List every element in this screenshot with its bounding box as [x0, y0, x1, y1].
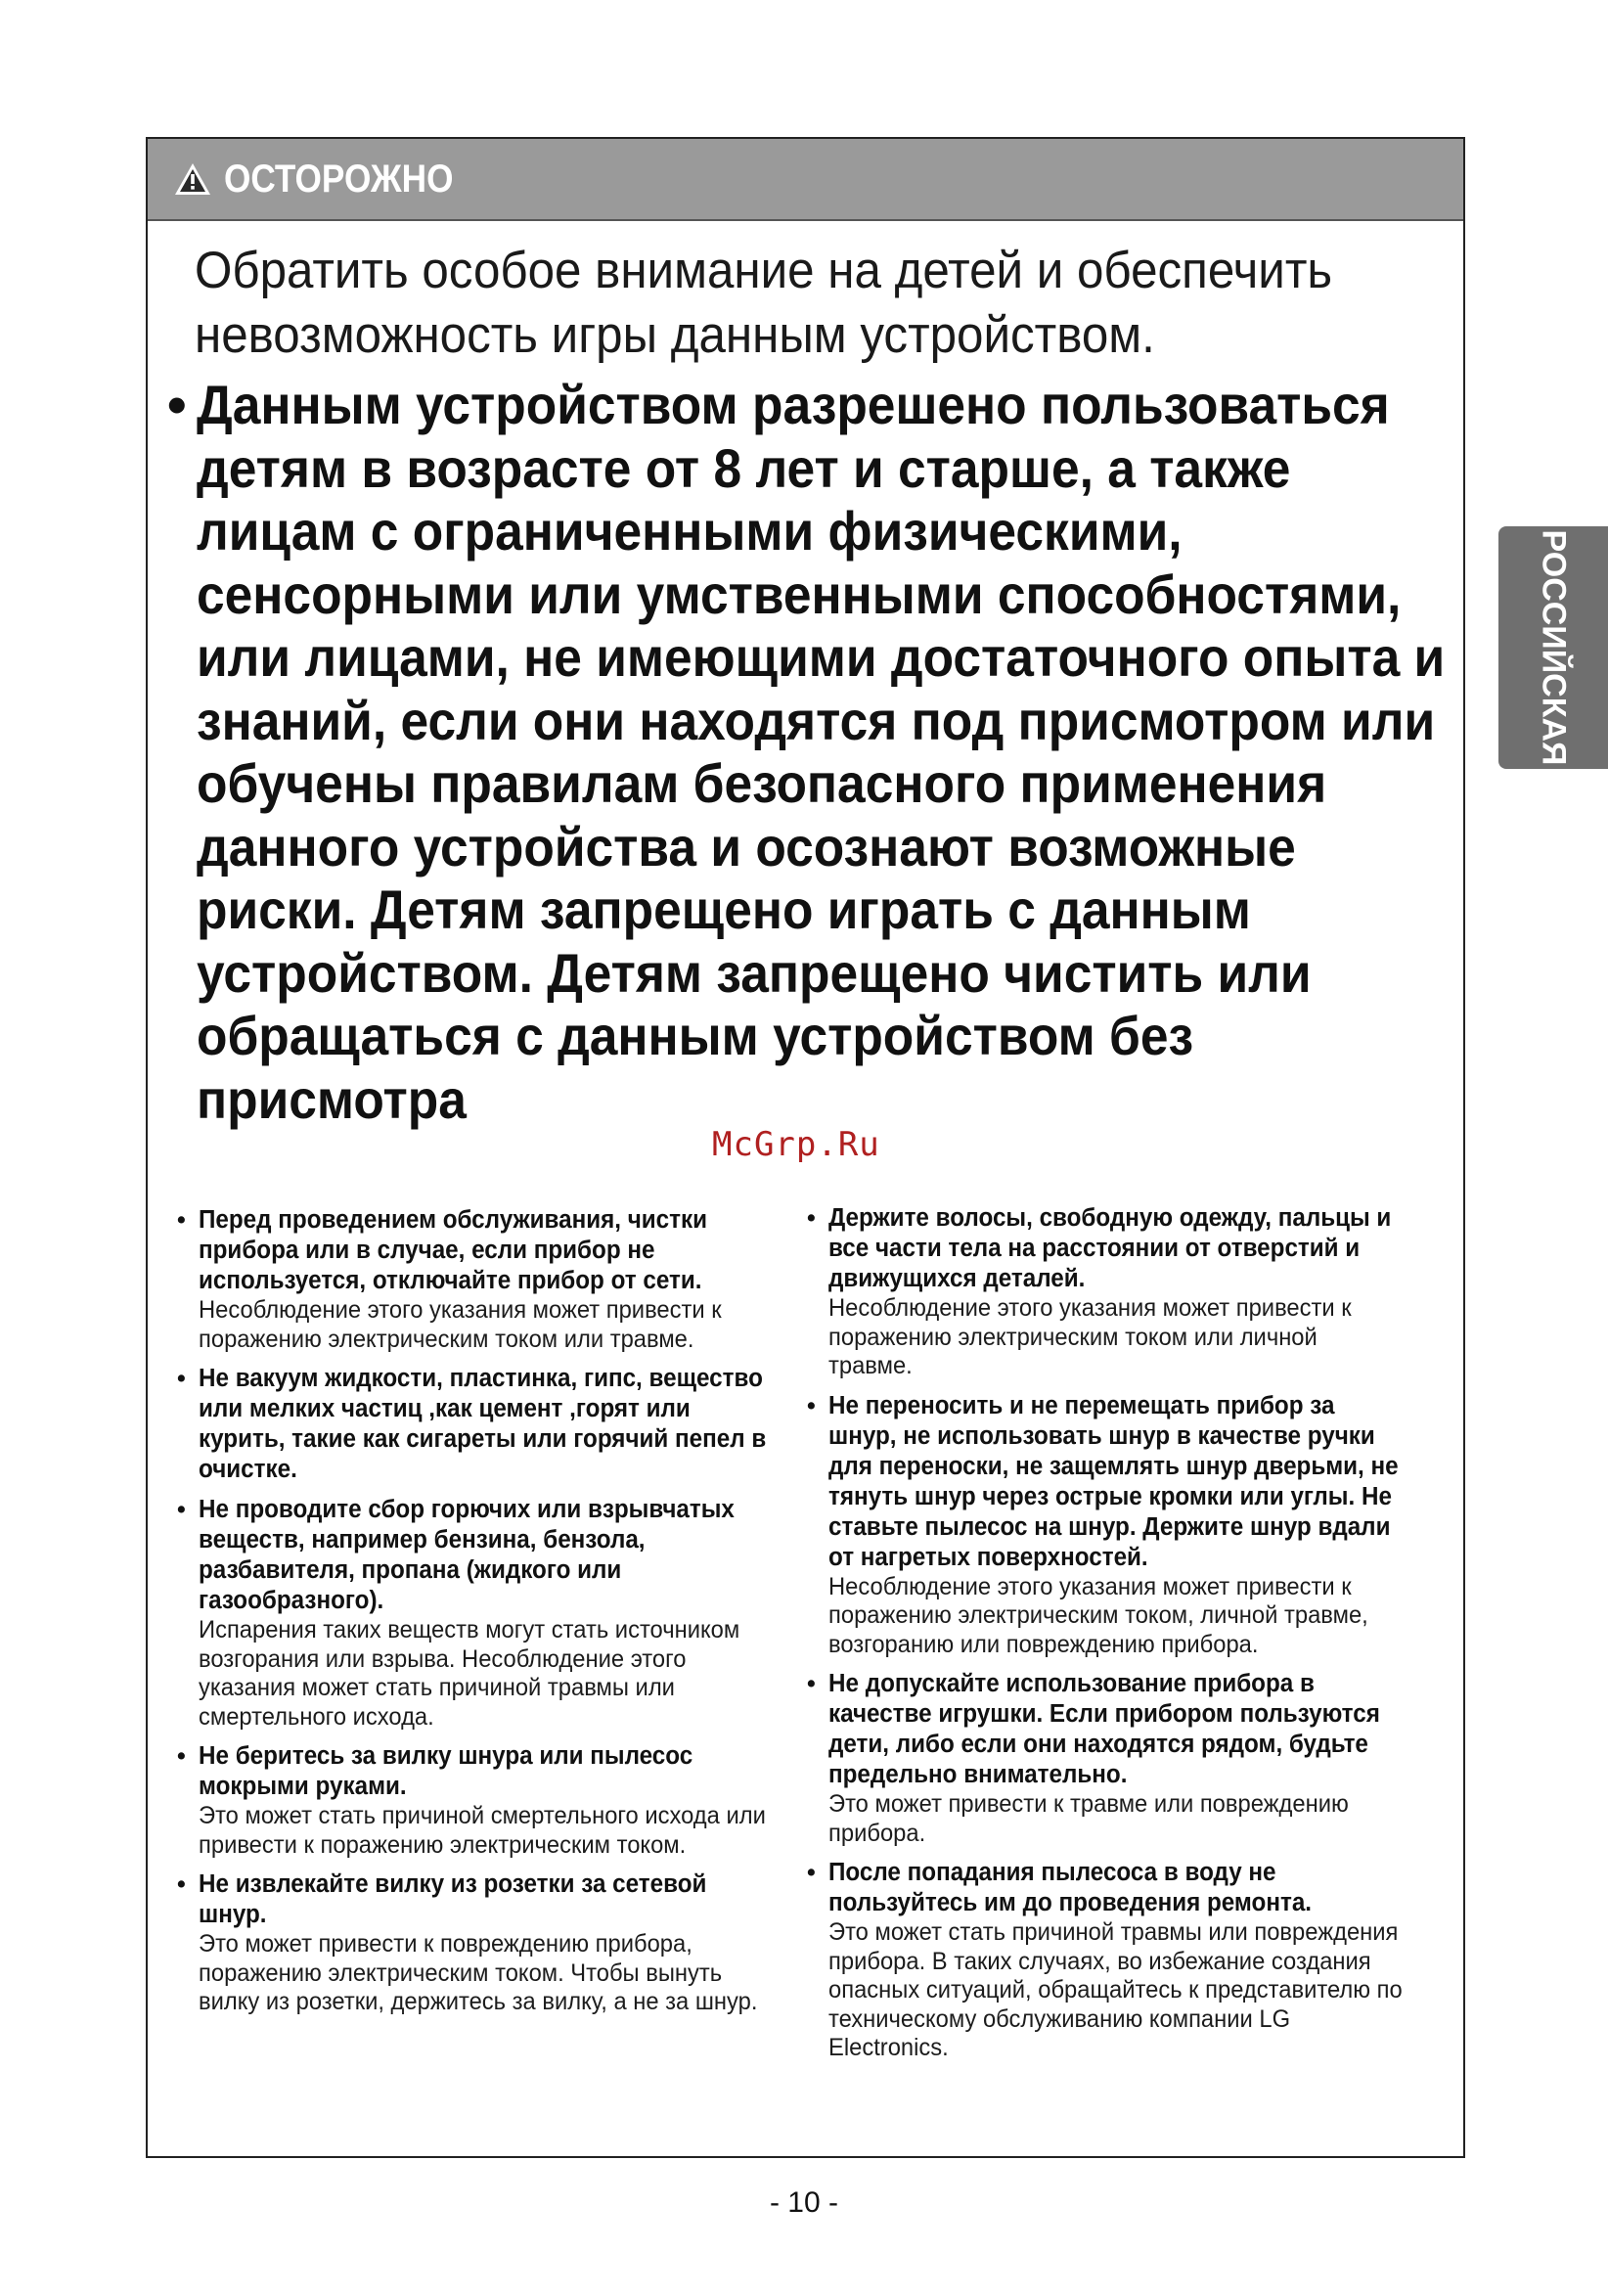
item-title: Не проводите сбор горючих или взрывчатых веществ, например бензина, бензола, разбавителя, пропана (жидкого или газообразного).: [199, 1496, 735, 1614]
bullet: •: [177, 1742, 186, 1770]
item-title: После попадания пылесоса в воду не пользуйтесь им до проведения ремонта.: [828, 1859, 1313, 1916]
item-body: Это может привести к повреждению прибора, поражению электрическим током. Чтобы вынуть вилку из розетки, держитесь за вилку, а не за шнур.: [199, 1930, 758, 2015]
main-warning-text: Данным устройством разрешено пользоваться детям в возрасте от 8 лет и старше, а также лицам с ограниченными физическими, сенсорными или умственными способностями, или лицами, не имеющими достаточного опыта и знаний, если они находятся под присмотром или обучены правилам безопасного применения данного устройства и осознают возможные риски. Детям запрещено играть с данным устройством. Детям запрещено чистить или обращаться с данным устройством без присмотра: [197, 374, 1446, 1130]
item-title: Не беритесь за вилку шнура или пылесос мокрыми руками.: [199, 1742, 693, 1800]
main-warning: [159, 374, 1470, 1131]
bullet: •: [177, 1496, 186, 1523]
list-item: [805, 1203, 1411, 1381]
bullet: •: [177, 1870, 186, 1898]
language-tab-label: РОССИЙСКАЯ: [1535, 529, 1573, 766]
bullet: •: [167, 374, 187, 435]
item-title: Не извлекайте вилку из розетки за сетевой шнур.: [199, 1870, 707, 1928]
item-body: Это может привести к травме или повреждению прибора.: [828, 1790, 1349, 1847]
list-item: [175, 1495, 782, 1732]
list-item: [175, 1741, 782, 1860]
caution-header: [148, 139, 1463, 221]
list-item: [175, 1205, 782, 1354]
item-title: Не вакуум жидкости, пластинка, гипс, вещество или мелких частиц ,как цемент ,горят или курить, такие как сигареты или горячий пепел в очистке.: [199, 1365, 767, 1483]
item-body: Несоблюдение этого указания может привести к поражению электрическим током или травме.: [199, 1296, 722, 1353]
item-body: Это может стать причиной травмы или повреждения прибора. В таких случаях, во избежание создания опасных ситуаций, обращайтесь к представителю по техническому обслуживанию компании LG Electronics.: [828, 1918, 1403, 2061]
list-item: [805, 1858, 1411, 2063]
page-number: - 10 -: [769, 2186, 839, 2219]
bullet: •: [807, 1859, 816, 1886]
list-item: [175, 1364, 782, 1485]
bullet: •: [807, 1391, 816, 1419]
bullet: •: [177, 1365, 186, 1392]
item-body: Несоблюдение этого указания может привести к поражению электрическим током, личной травме, возгоранию или повреждению прибора.: [828, 1572, 1368, 1658]
list-item: [805, 1669, 1411, 1848]
item-title: Перед проведением обслуживания, чистки прибора или в случае, если прибор не используется, отключайте прибор от сети.: [199, 1206, 708, 1294]
language-tab: [1498, 526, 1608, 769]
item-body: Испарения таких веществ могут стать источником возгорания или взрыва. Несоблюдение этого указания может стать причиной травмы или смертельного исхода.: [199, 1616, 740, 1731]
watermark: McGrp.Ru: [712, 1125, 880, 1164]
left-column: [175, 1205, 782, 2027]
item-title: Держите волосы, свободную одежду, пальцы и все части тела на расстоянии от отверстий и движущихся деталей.: [828, 1204, 1392, 1292]
list-item: [175, 1869, 782, 2017]
warning-triangle-icon: [173, 161, 212, 197]
item-title: Не переносить и не перемещать прибор за шнур, не использовать шнур в качестве ручки для переноски, не защемлять шнур дверьми, не тянуть шнур через острые кромки или углы. Не ставьте пылесос на шнур. Держите шнур вдали от нагретых поверхностей.: [828, 1391, 1399, 1571]
right-column: [805, 1203, 1411, 2073]
bullet: •: [807, 1670, 816, 1697]
item-title: Не допускайте использование прибора в качестве игрушки. Если прибором пользуются дети, либо если они находятся рядом, будьте предельно внимательно.: [828, 1670, 1380, 1788]
item-body: Это может стать причиной смертельного исхода или привести к поражению электрическим током.: [199, 1802, 766, 1859]
item-body: Несоблюдение этого указания может привести к поражению электрическим током или личной травме.: [828, 1294, 1352, 1379]
caution-subtitle: Обратить особое внимание на детей и обеспечить невозможность игры данным устройством.: [195, 242, 1333, 364]
list-item: [805, 1391, 1411, 1660]
caution-title: ОСТОРОЖНО: [224, 157, 454, 201]
bullet: •: [177, 1206, 186, 1234]
bullet: •: [807, 1204, 816, 1232]
